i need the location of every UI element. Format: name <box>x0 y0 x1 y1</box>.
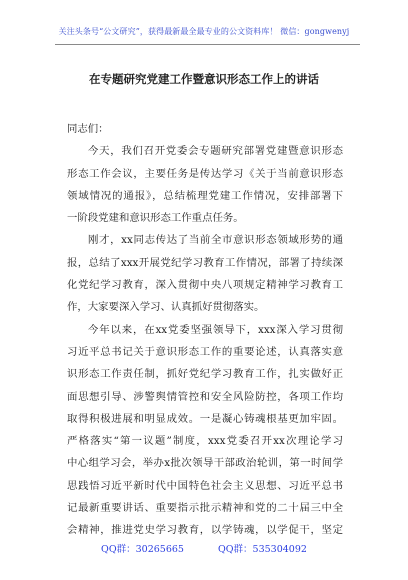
body-line: 报，总结了xxx开展党纪学习教育工作情况，部署了持续深 <box>67 256 343 269</box>
body-line: 今年以来，在xx党委坚强领导下，xxx深入学习贯彻 <box>88 323 343 336</box>
body-line: 作，大家要深入学习、认真抓好贯彻落实。 <box>67 301 265 314</box>
body-line: 化党纪学习教育，深入贯彻中央八项规定精神学习教育工 <box>67 279 343 292</box>
body-line: 领域情况的通报》，总结梳理党建工作情况，安排部署下 <box>67 189 343 202</box>
footer-qq-group-2: QQ群：535304092 <box>217 544 307 555</box>
salutation: 同志们： <box>67 123 109 135</box>
body-line: 严格落实“第一议题”制度，xxx党委召开xx次理论学习 <box>67 435 343 448</box>
body-line: 一阶段党建和意识形态工作重点任务。 <box>67 212 244 225</box>
document-body <box>67 118 343 542</box>
document-title: 在专题研究党建工作暨意识形态工作上的讲话 <box>89 72 319 86</box>
body-line: 今天，我们召开党委会专题研究部署党建暨意识形态 <box>88 145 343 158</box>
body-line: 面思想引导、涉警舆情管控和安全风险防控，各项工作均 <box>67 390 343 403</box>
body-line: 识形态工作责任制，抓好党纪学习教育工作，扎实做好正 <box>67 368 343 381</box>
body-line: 会精神，推进党史学习教育，以学铸魂，以学促干，坚定 <box>67 524 343 537</box>
footer <box>0 541 408 555</box>
footer-qq-group-1: QQ群：30265665 <box>101 544 184 555</box>
body-line: 习近平总书记关于意识形态工作的重要论述，认真落实意 <box>67 345 343 358</box>
body-line: 形态工作会议，主要任务是传达学习《关于当前意识形态 <box>67 167 343 180</box>
header-banner: 关注头条号“公文研究”，获得最新最全最专业的公文资料库！ 微信：gongwenyj <box>58 27 350 36</box>
body-line: 记最新重要讲话、重要指示批示精神和党的二十届三中全 <box>67 502 343 515</box>
header-divider <box>55 44 360 45</box>
body-line: 中心组学习会，举办x批次领导干部政治轮训，第一时间学 <box>67 457 343 470</box>
body-line: 思践悟习近平新时代中国特色社会主义思想、习近平总书 <box>67 479 343 492</box>
body-line: 取得积极进展和明显成效。一是凝心铸魂根基更加牢固。 <box>67 412 343 425</box>
body-line: 刚才，xx同志传达了当前全市意识形态领域形势的通 <box>88 234 343 247</box>
